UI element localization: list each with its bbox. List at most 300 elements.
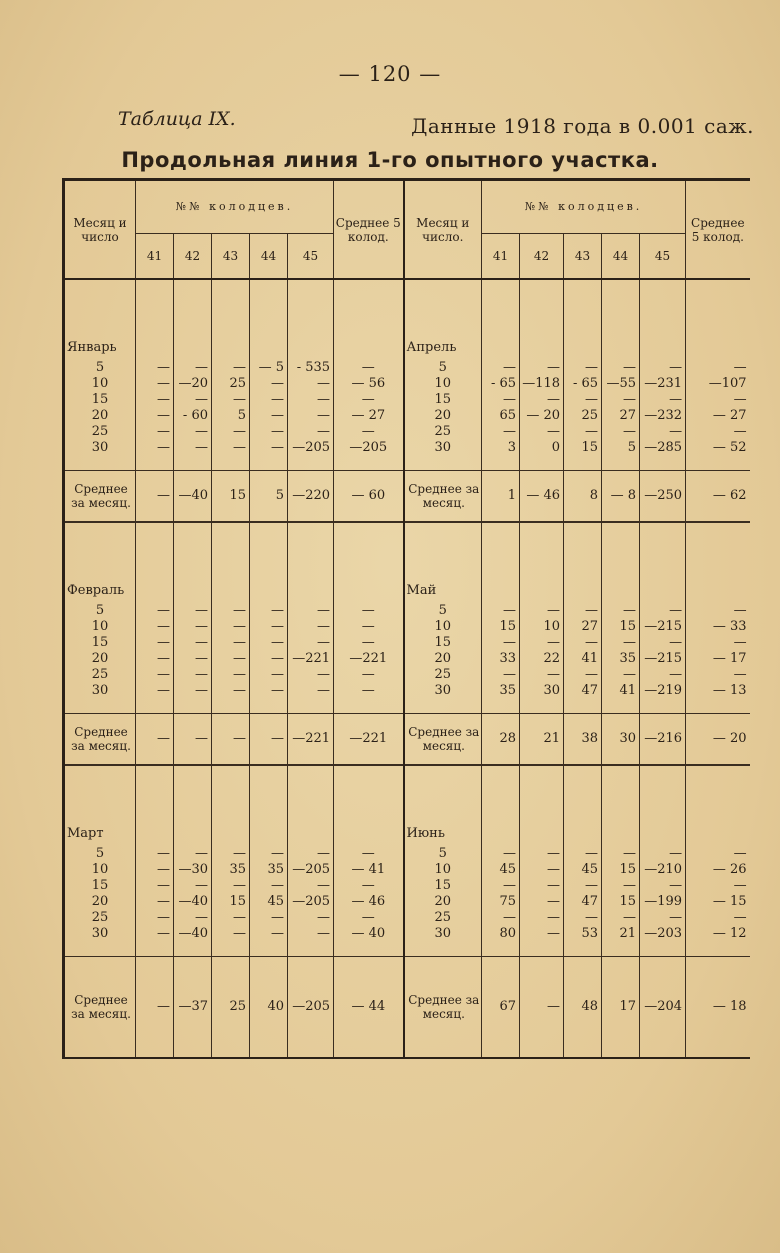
value-cell: —: [212, 878, 250, 894]
value-cell: — 5: [250, 360, 288, 376]
average-value: —221: [334, 714, 404, 766]
average-value: —221: [288, 714, 334, 766]
table-row: [64, 635, 750, 651]
value-cell: 21: [602, 926, 640, 957]
value-cell: —: [250, 440, 288, 471]
empty-cell: [564, 765, 602, 846]
table-row: [64, 894, 750, 910]
value-cell: —: [136, 862, 174, 878]
empty-cell: [640, 279, 686, 360]
average-value: 30: [602, 714, 640, 766]
value-cell: 45: [564, 862, 602, 878]
empty-cell: [602, 765, 640, 846]
value-cell: —: [250, 651, 288, 667]
month-name: Март: [64, 765, 136, 846]
value-cell: —: [212, 603, 250, 619]
value-cell: —: [136, 635, 174, 651]
day-cell: 15: [64, 635, 136, 651]
month-name: Июнь: [404, 765, 482, 846]
value-cell: —: [334, 392, 404, 408]
value-cell: —: [250, 846, 288, 862]
average-value: 15: [212, 471, 250, 523]
value-cell: —: [288, 846, 334, 862]
value-cell: —205: [288, 862, 334, 878]
average-value: —40: [174, 471, 212, 523]
value-cell: —: [136, 392, 174, 408]
average-label: Среднее за месяц.: [404, 714, 482, 766]
header-wells-left: №№ колодцев.: [136, 180, 334, 234]
value-cell: —: [334, 360, 404, 376]
value-cell: —: [602, 392, 640, 408]
value-cell: —: [250, 408, 288, 424]
value-cell: —: [640, 603, 686, 619]
value-cell: —: [250, 683, 288, 714]
value-cell: —205: [334, 440, 404, 471]
value-cell: — 17: [686, 651, 750, 667]
value-cell: 41: [602, 683, 640, 714]
average-value: 21: [520, 714, 564, 766]
page-number: — 120 —: [338, 62, 442, 86]
average-value: — 20: [686, 714, 750, 766]
average-label: Среднее за месяц.: [64, 471, 136, 523]
day-cell: 5: [64, 846, 136, 862]
average-value: —250: [640, 471, 686, 523]
table-label: Таблица IX.: [118, 108, 236, 130]
value-cell: —: [136, 440, 174, 471]
average-value: —: [136, 957, 174, 1059]
value-cell: —: [686, 392, 750, 408]
value-cell: —: [250, 392, 288, 408]
value-cell: —: [136, 376, 174, 392]
average-label: Среднее за месяц.: [404, 957, 482, 1059]
value-cell: —: [686, 910, 750, 926]
data-table-wrapper: [62, 178, 748, 1144]
value-cell: 5: [602, 440, 640, 471]
value-cell: - 65: [482, 376, 520, 392]
value-cell: —: [212, 424, 250, 440]
average-value: 1: [482, 471, 520, 523]
well-number: 44: [250, 234, 288, 280]
value-cell: —: [174, 360, 212, 376]
value-cell: —: [250, 424, 288, 440]
day-cell: 25: [64, 424, 136, 440]
value-cell: 15: [602, 894, 640, 910]
empty-cell: [136, 279, 174, 360]
value-cell: —: [250, 619, 288, 635]
empty-cell: [250, 765, 288, 846]
average-value: 25: [212, 957, 250, 1059]
value-cell: —: [250, 926, 288, 957]
value-cell: —: [520, 910, 564, 926]
month-row: [64, 765, 750, 846]
value-cell: —: [174, 392, 212, 408]
average-value: — 18: [686, 957, 750, 1059]
value-cell: —: [174, 878, 212, 894]
value-cell: —: [212, 392, 250, 408]
value-cell: —232: [640, 408, 686, 424]
table-row: [64, 424, 750, 440]
value-cell: —: [640, 424, 686, 440]
value-cell: —40: [174, 926, 212, 957]
value-cell: —: [174, 667, 212, 683]
day-cell: 10: [404, 862, 482, 878]
empty-cell: [564, 279, 602, 360]
value-cell: —: [136, 360, 174, 376]
empty-cell: [482, 279, 520, 360]
average-value: —: [250, 714, 288, 766]
well-number: 43: [564, 234, 602, 280]
value-cell: —: [288, 667, 334, 683]
value-cell: —: [482, 360, 520, 376]
value-cell: - 65: [564, 376, 602, 392]
day-cell: 10: [64, 619, 136, 635]
value-cell: — 15: [686, 894, 750, 910]
average-value: 8: [564, 471, 602, 523]
value-cell: —: [602, 846, 640, 862]
empty-cell: [212, 522, 250, 603]
day-cell: 30: [64, 440, 136, 471]
empty-cell: [334, 765, 404, 846]
value-cell: 45: [250, 894, 288, 910]
value-cell: —: [482, 667, 520, 683]
value-cell: —: [334, 424, 404, 440]
value-cell: —: [602, 360, 640, 376]
value-cell: 35: [250, 862, 288, 878]
value-cell: — 27: [686, 408, 750, 424]
empty-cell: [174, 279, 212, 360]
value-cell: —107: [686, 376, 750, 392]
table-row: [64, 910, 750, 926]
value-cell: —: [686, 846, 750, 862]
month-name: Февраль: [64, 522, 136, 603]
value-cell: — 46: [334, 894, 404, 910]
empty-cell: [686, 279, 750, 360]
data-label: Данные 1918 года в 0.001 саж.: [411, 114, 754, 138]
day-cell: 30: [404, 926, 482, 957]
table-row: [64, 440, 750, 471]
value-cell: 41: [564, 651, 602, 667]
average-value: —: [136, 471, 174, 523]
empty-cell: [686, 765, 750, 846]
value-cell: - 60: [174, 408, 212, 424]
table-row: [64, 651, 750, 667]
average-value: — 46: [520, 471, 564, 523]
value-cell: 35: [212, 862, 250, 878]
average-value: 48: [564, 957, 602, 1059]
value-cell: —: [174, 651, 212, 667]
value-cell: —: [174, 440, 212, 471]
value-cell: 25: [564, 408, 602, 424]
value-cell: —30: [174, 862, 212, 878]
empty-cell: [482, 522, 520, 603]
empty-cell: [136, 522, 174, 603]
value-cell: —: [482, 846, 520, 862]
value-cell: 27: [564, 619, 602, 635]
table-row: [64, 619, 750, 635]
average-value: —205: [288, 957, 334, 1059]
average-value: — 8: [602, 471, 640, 523]
well-number: 44: [602, 234, 640, 280]
value-cell: —: [334, 635, 404, 651]
value-cell: —: [640, 878, 686, 894]
value-cell: —: [334, 667, 404, 683]
value-cell: —: [520, 878, 564, 894]
empty-cell: [136, 765, 174, 846]
value-cell: —: [288, 424, 334, 440]
average-label: Среднее за месяц.: [64, 957, 136, 1059]
value-cell: —221: [334, 651, 404, 667]
value-cell: — 27: [334, 408, 404, 424]
average-value: 38: [564, 714, 602, 766]
day-cell: 5: [404, 360, 482, 376]
value-cell: 10: [520, 619, 564, 635]
value-cell: —: [564, 667, 602, 683]
day-cell: 25: [64, 667, 136, 683]
value-cell: —: [564, 910, 602, 926]
value-cell: —: [136, 424, 174, 440]
well-number: 42: [174, 234, 212, 280]
average-value: —204: [640, 957, 686, 1059]
table-body: [64, 279, 750, 1058]
empty-cell: [520, 279, 564, 360]
empty-cell: [602, 279, 640, 360]
average-value: —: [212, 714, 250, 766]
empty-cell: [640, 522, 686, 603]
empty-cell: [288, 522, 334, 603]
table-row: [64, 862, 750, 878]
value-cell: —: [520, 360, 564, 376]
value-cell: —: [250, 910, 288, 926]
value-cell: —: [334, 878, 404, 894]
value-cell: 35: [602, 651, 640, 667]
day-cell: 25: [404, 424, 482, 440]
value-cell: 15: [602, 862, 640, 878]
value-cell: —: [250, 603, 288, 619]
table-row: [64, 376, 750, 392]
value-cell: 30: [520, 683, 564, 714]
value-cell: —: [212, 360, 250, 376]
average-value: 67: [482, 957, 520, 1059]
header-wells-right: №№ колодцев.: [482, 180, 686, 234]
value-cell: —: [520, 603, 564, 619]
value-cell: —219: [640, 683, 686, 714]
well-number: 45: [288, 234, 334, 280]
value-cell: —: [686, 603, 750, 619]
value-cell: —: [564, 603, 602, 619]
value-cell: —: [640, 667, 686, 683]
value-cell: —: [212, 683, 250, 714]
value-cell: 15: [212, 894, 250, 910]
value-cell: —: [174, 635, 212, 651]
day-cell: 25: [404, 910, 482, 926]
value-cell: —: [136, 878, 174, 894]
value-cell: —: [640, 360, 686, 376]
well-number: 41: [136, 234, 174, 280]
value-cell: —: [136, 894, 174, 910]
empty-cell: [520, 765, 564, 846]
day-cell: 20: [64, 651, 136, 667]
value-cell: —231: [640, 376, 686, 392]
well-number: 45: [640, 234, 686, 280]
table-row: [64, 667, 750, 683]
table-row: [64, 392, 750, 408]
header-month-right: Месяц и число.: [404, 180, 482, 280]
day-cell: 20: [404, 894, 482, 910]
average-value: —: [520, 957, 564, 1059]
empty-cell: [250, 279, 288, 360]
header-average-right: Среднее 5 колод.: [686, 180, 750, 280]
empty-cell: [602, 522, 640, 603]
value-cell: 27: [602, 408, 640, 424]
month-name: Январь: [64, 279, 136, 360]
value-cell: — 33: [686, 619, 750, 635]
average-value: 5: [250, 471, 288, 523]
day-cell: 10: [404, 376, 482, 392]
value-cell: —: [482, 603, 520, 619]
value-cell: —199: [640, 894, 686, 910]
value-cell: —: [288, 635, 334, 651]
value-cell: —: [136, 603, 174, 619]
value-cell: —: [482, 424, 520, 440]
value-cell: —: [136, 683, 174, 714]
empty-cell: [482, 765, 520, 846]
value-cell: —: [288, 392, 334, 408]
value-cell: —221: [288, 651, 334, 667]
value-cell: —: [212, 667, 250, 683]
value-cell: —: [174, 619, 212, 635]
month-name: Апрель: [404, 279, 482, 360]
value-cell: —: [288, 926, 334, 957]
value-cell: —: [564, 878, 602, 894]
value-cell: —: [520, 424, 564, 440]
value-cell: 47: [564, 894, 602, 910]
value-cell: — 26: [686, 862, 750, 878]
value-cell: —: [482, 392, 520, 408]
month-name: Май: [404, 522, 482, 603]
day-cell: 5: [64, 360, 136, 376]
value-cell: —: [564, 360, 602, 376]
day-cell: 10: [64, 376, 136, 392]
empty-cell: [288, 765, 334, 846]
value-cell: —: [288, 910, 334, 926]
value-cell: —: [564, 846, 602, 862]
value-cell: —: [686, 424, 750, 440]
value-cell: —215: [640, 651, 686, 667]
value-cell: —: [520, 667, 564, 683]
value-cell: —: [686, 667, 750, 683]
value-cell: —: [288, 408, 334, 424]
value-cell: —: [564, 392, 602, 408]
value-cell: — 41: [334, 862, 404, 878]
value-cell: —: [564, 424, 602, 440]
well-number: 41: [482, 234, 520, 280]
average-value: —: [174, 714, 212, 766]
average-value: 40: [250, 957, 288, 1059]
table-row: [64, 878, 750, 894]
day-cell: 30: [64, 683, 136, 714]
value-cell: —: [640, 846, 686, 862]
value-cell: —: [288, 376, 334, 392]
day-cell: 20: [404, 408, 482, 424]
value-cell: —203: [640, 926, 686, 957]
average-value: — 62: [686, 471, 750, 523]
table-row: [64, 846, 750, 862]
value-cell: —: [288, 878, 334, 894]
value-cell: —20: [174, 376, 212, 392]
value-cell: 25: [212, 376, 250, 392]
average-label: Среднее за месяц.: [64, 714, 136, 766]
well-number: 42: [520, 234, 564, 280]
value-cell: —: [136, 910, 174, 926]
empty-cell: [686, 522, 750, 603]
average-value: —: [136, 714, 174, 766]
value-cell: —: [602, 635, 640, 651]
value-cell: —: [136, 619, 174, 635]
day-cell: 10: [64, 862, 136, 878]
value-cell: —: [250, 878, 288, 894]
day-cell: 15: [404, 878, 482, 894]
well-number: 43: [212, 234, 250, 280]
value-cell: —: [136, 926, 174, 957]
header-average-left: Среднее 5 колод.: [334, 180, 404, 280]
value-cell: —: [520, 846, 564, 862]
value-cell: —: [174, 424, 212, 440]
value-cell: —: [602, 667, 640, 683]
value-cell: —: [212, 635, 250, 651]
value-cell: 65: [482, 408, 520, 424]
value-cell: —: [212, 440, 250, 471]
value-cell: 5: [212, 408, 250, 424]
average-value: — 60: [334, 471, 404, 523]
value-cell: —: [686, 360, 750, 376]
value-cell: 75: [482, 894, 520, 910]
value-cell: —215: [640, 619, 686, 635]
day-cell: 30: [404, 683, 482, 714]
value-cell: 47: [564, 683, 602, 714]
average-value: — 44: [334, 957, 404, 1059]
value-cell: —: [520, 635, 564, 651]
value-cell: —: [482, 635, 520, 651]
value-cell: —: [482, 910, 520, 926]
average-value: —220: [288, 471, 334, 523]
value-cell: —: [136, 846, 174, 862]
average-value: —37: [174, 957, 212, 1059]
empty-cell: [564, 522, 602, 603]
value-cell: —: [288, 619, 334, 635]
day-cell: 20: [404, 651, 482, 667]
empty-cell: [212, 279, 250, 360]
value-cell: —: [212, 926, 250, 957]
value-cell: —: [136, 651, 174, 667]
value-cell: —: [136, 667, 174, 683]
empty-cell: [288, 279, 334, 360]
empty-cell: [520, 522, 564, 603]
value-cell: —: [334, 683, 404, 714]
value-cell: 33: [482, 651, 520, 667]
value-cell: —118: [520, 376, 564, 392]
value-cell: —205: [288, 894, 334, 910]
value-cell: 15: [564, 440, 602, 471]
empty-cell: [334, 522, 404, 603]
value-cell: —: [640, 910, 686, 926]
month-row: [64, 522, 750, 603]
value-cell: 3: [482, 440, 520, 471]
value-cell: 22: [520, 651, 564, 667]
value-cell: —: [686, 878, 750, 894]
average-value: 17: [602, 957, 640, 1059]
day-cell: 20: [64, 894, 136, 910]
table-row: [64, 683, 750, 714]
